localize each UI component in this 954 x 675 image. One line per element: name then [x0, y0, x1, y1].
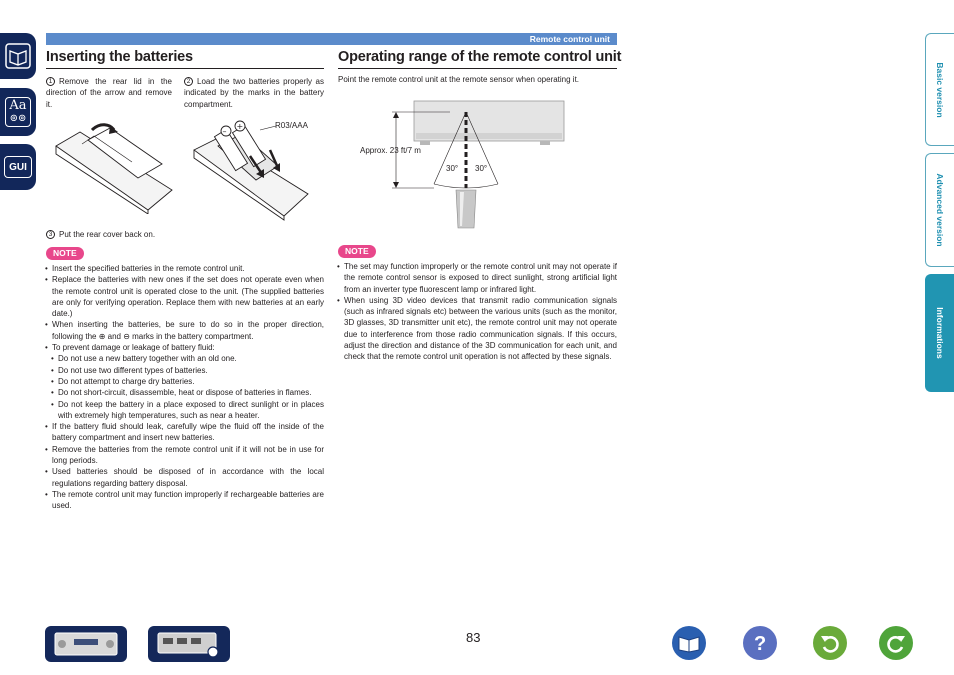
load-batteries-illustration [190, 116, 312, 222]
left-notes-list-2 [45, 421, 324, 511]
forward-button[interactable] [879, 626, 913, 660]
left-note-badge: NOTE [46, 247, 84, 260]
note-item: • Remove the batteries from the remote control unit if it will not be in use for long periods. [45, 444, 324, 467]
back-button[interactable] [813, 626, 847, 660]
left-notes-list [45, 263, 324, 353]
open-book-icon [677, 633, 701, 653]
glossary-icon[interactable]: Aa ⊚⊚ [0, 88, 36, 136]
tab-informations[interactable] [925, 274, 954, 392]
gui-icon-text: GUI [4, 156, 32, 178]
right-notes [337, 261, 617, 363]
battery-type-label: R03/AAA [275, 121, 308, 130]
glossary-icon-text: Aa [9, 98, 27, 113]
remove-lid-illustration [52, 118, 174, 214]
right-note-badge: NOTE [338, 245, 376, 258]
note-item: • The remote control unit may function improperly if rechargeable batteries are used. [45, 489, 324, 512]
left-notes [45, 263, 324, 512]
contents-book-icon[interactable] [0, 33, 36, 79]
step-2-number: 2 [184, 77, 193, 86]
page-number: 83 [466, 630, 481, 645]
step-2-text: Load the two batteries properly as indicated by the marks in the battery compartment. [184, 77, 324, 109]
contents-button[interactable] [672, 626, 706, 660]
step-1-number: 1 [46, 77, 55, 86]
sub-note-item: • Do not use two different types of batteries. [51, 365, 324, 376]
gui-icon[interactable] [0, 144, 36, 190]
sub-note-item: • Do not attempt to charge dry batteries. [51, 376, 324, 387]
undo-arrow-icon [819, 632, 841, 654]
svg-text:+: + [236, 122, 244, 131]
left-title: Inserting the batteries [46, 49, 193, 65]
tab-basic-version-label: Basic version [935, 61, 945, 118]
right-title: Operating range of the remote control unit [338, 49, 622, 65]
tab-advanced-version[interactable] [925, 153, 954, 267]
sub-note-item: • Do not keep the battery in a place exposed to direct sunlight or in places with extremely high temperatures, such as near a heater. [51, 399, 324, 422]
step-1-text: Remove the rear lid in the direction of the arrow and remove it. [46, 77, 172, 109]
book-icon [5, 43, 31, 69]
note-item: • Insert the specified batteries in the remote control unit. [45, 263, 324, 274]
svg-text:–: – [222, 127, 227, 136]
section-label: Remote control unit [529, 34, 610, 44]
note-item: • When using 3D video devices that transmit radio communication signals (such as infrared signals etc) between the various units (such as the monitor, 3D glasses, 3D transmitter unit etc), the remote control unit may not operate due to interference from those radio communication signals. If this occurs, adjust the direction and distance of the 3D communication for each unit, and check that the remote control unit operation is not affected by these signals. [337, 295, 617, 363]
rear-panel-button[interactable] [148, 626, 230, 662]
sub-note-item: • Do not short-circuit, disassemble, heat or dispose of batteries in flames. [51, 387, 324, 398]
help-button[interactable] [743, 626, 777, 660]
tab-advanced-version-label: Advanced version [935, 173, 945, 247]
step-1 [46, 76, 172, 110]
tab-basic-version[interactable] [925, 33, 954, 146]
svg-text:?: ? [754, 633, 767, 654]
left-sub-notes-list [45, 353, 324, 421]
distance-label: Approx. 23 ft/7 m [360, 146, 421, 155]
front-panel-button[interactable] [45, 626, 127, 662]
step-3-text: Put the rear cover back on. [59, 230, 156, 239]
step-3-number: 3 [46, 230, 55, 239]
note-item: • Replace the batteries with new ones if the set does not operate even when the remote control unit is operated close to the unit. (The supplied batteries are only for verifying operation. Replace them with new batteries at an early date.) [45, 274, 324, 319]
note-item: • To prevent damage or leakage of battery fluid: [45, 342, 324, 353]
note-item: • Used batteries should be disposed of in accordance with the local regulations regarding battery disposal. [45, 466, 324, 489]
right-title-rule [338, 68, 617, 69]
left-title-rule [46, 68, 324, 69]
right-intro: Point the remote control unit at the remote sensor when operating it. [338, 75, 580, 84]
redo-arrow-icon [885, 632, 907, 654]
section-header-bar [46, 33, 617, 45]
front-panel-icon [54, 631, 118, 657]
tab-informations-label: Informations [935, 307, 945, 359]
note-item: • When inserting the batteries, be sure to do so in the proper direction, following the ⊕ and ⊖ marks in the battery compartment. [45, 319, 324, 342]
note-item: • If the battery fluid should leak, carefully wipe the fluid off the inside of the battery compartment and insert new batteries. [45, 421, 324, 444]
right-notes-list [337, 261, 617, 363]
step-2 [184, 76, 324, 110]
step-3 [46, 229, 324, 240]
sub-note-item: • Do not use a new battery together with an old one. [51, 353, 324, 364]
angle-left-label: 30° [446, 164, 459, 173]
angle-right-label: 30° [475, 164, 488, 173]
note-item: • The set may function improperly or the remote control unit may not operate if the remote control sensor is exposed to direct sunlight, strong artificial light from an inverter type fluorescent lamp or infrared light. [337, 261, 617, 295]
rear-panel-icon [157, 630, 221, 658]
question-mark-icon [750, 632, 770, 654]
